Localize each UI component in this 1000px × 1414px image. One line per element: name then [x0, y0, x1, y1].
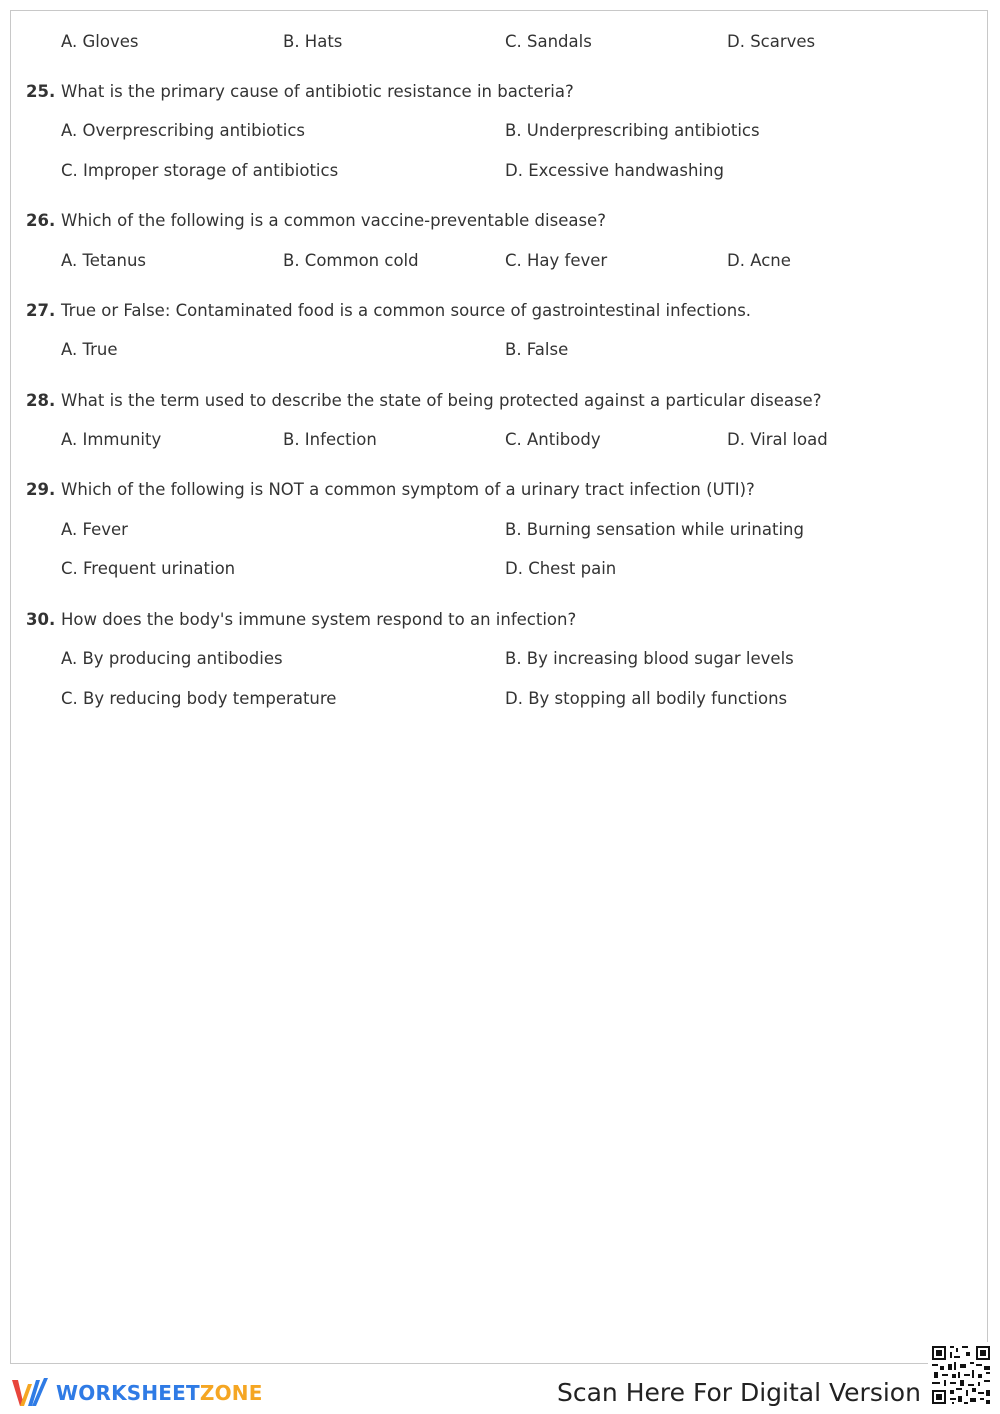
question-text: What is the term used to describe the state of being protected against a particular disease? [61, 391, 822, 410]
question-text: Which of the following is a common vaccine-preventable disease? [61, 211, 606, 230]
option-prev-b[interactable]: B. Hats [283, 32, 343, 51]
option-29-d[interactable]: D. Chest pain [505, 559, 617, 578]
question-number: 30. [26, 610, 56, 629]
option-30-b[interactable]: B. By increasing blood sugar levels [505, 649, 794, 668]
option-25-c[interactable]: C. Improper storage of antibiotics [61, 161, 339, 180]
scan-instruction: Scan Here For Digital Version [557, 1378, 921, 1407]
question-number: 27. [26, 301, 56, 320]
option-26-c[interactable]: C. Hay fever [505, 251, 608, 270]
question-text: How does the body's immune system respond to an infection? [61, 610, 577, 629]
option-28-c[interactable]: C. Antibody [505, 430, 601, 449]
qr-code-icon[interactable] [928, 1342, 994, 1408]
question-27 [26, 301, 751, 320]
question-29 [26, 480, 755, 499]
option-prev-d[interactable]: D. Scarves [727, 32, 816, 51]
question-text: Which of the following is NOT a common symptom of a urinary tract infection (UTI)? [61, 480, 755, 499]
option-26-d[interactable]: D. Acne [727, 251, 791, 270]
option-prev-a[interactable]: A. Gloves [61, 32, 139, 51]
question-number: 25. [26, 82, 56, 101]
option-28-d[interactable]: D. Viral load [727, 430, 828, 449]
question-text: True or False: Contaminated food is a common source of gastrointestinal infections. [61, 301, 752, 320]
question-28 [26, 391, 821, 410]
w-logo-icon [10, 1376, 50, 1410]
question-26 [26, 211, 606, 230]
question-30 [26, 610, 576, 629]
option-29-a[interactable]: A. Fever [61, 520, 128, 539]
option-25-a[interactable]: A. Overprescribing antibiotics [61, 121, 305, 140]
option-28-b[interactable]: B. Infection [283, 430, 377, 449]
option-27-b[interactable]: B. False [505, 340, 569, 359]
logo-wordmark [56, 1381, 263, 1405]
option-29-b[interactable]: B. Burning sensation while urinating [505, 520, 804, 539]
option-30-d[interactable]: D. By stopping all bodily functions [505, 689, 788, 708]
logo-word-zone: ZONE [199, 1381, 263, 1405]
worksheetzone-logo[interactable] [10, 1375, 263, 1411]
question-number: 29. [26, 480, 56, 499]
question-number: 28. [26, 391, 56, 410]
option-28-a[interactable]: A. Immunity [61, 430, 162, 449]
option-25-b[interactable]: B. Underprescribing antibiotics [505, 121, 760, 140]
option-25-d[interactable]: D. Excessive handwashing [505, 161, 724, 180]
option-29-c[interactable]: C. Frequent urination [61, 559, 236, 578]
option-prev-c[interactable]: C. Sandals [505, 32, 592, 51]
option-30-c[interactable]: C. By reducing body temperature [61, 689, 337, 708]
question-number: 26. [26, 211, 56, 230]
option-26-a[interactable]: A. Tetanus [61, 251, 147, 270]
option-30-a[interactable]: A. By producing antibodies [61, 649, 283, 668]
question-text: What is the primary cause of antibiotic resistance in bacteria? [61, 82, 574, 101]
logo-word-worksheet: WORKSHEET [56, 1381, 200, 1405]
question-25 [26, 82, 574, 101]
option-27-a[interactable]: A. True [61, 340, 118, 359]
option-26-b[interactable]: B. Common cold [283, 251, 419, 270]
